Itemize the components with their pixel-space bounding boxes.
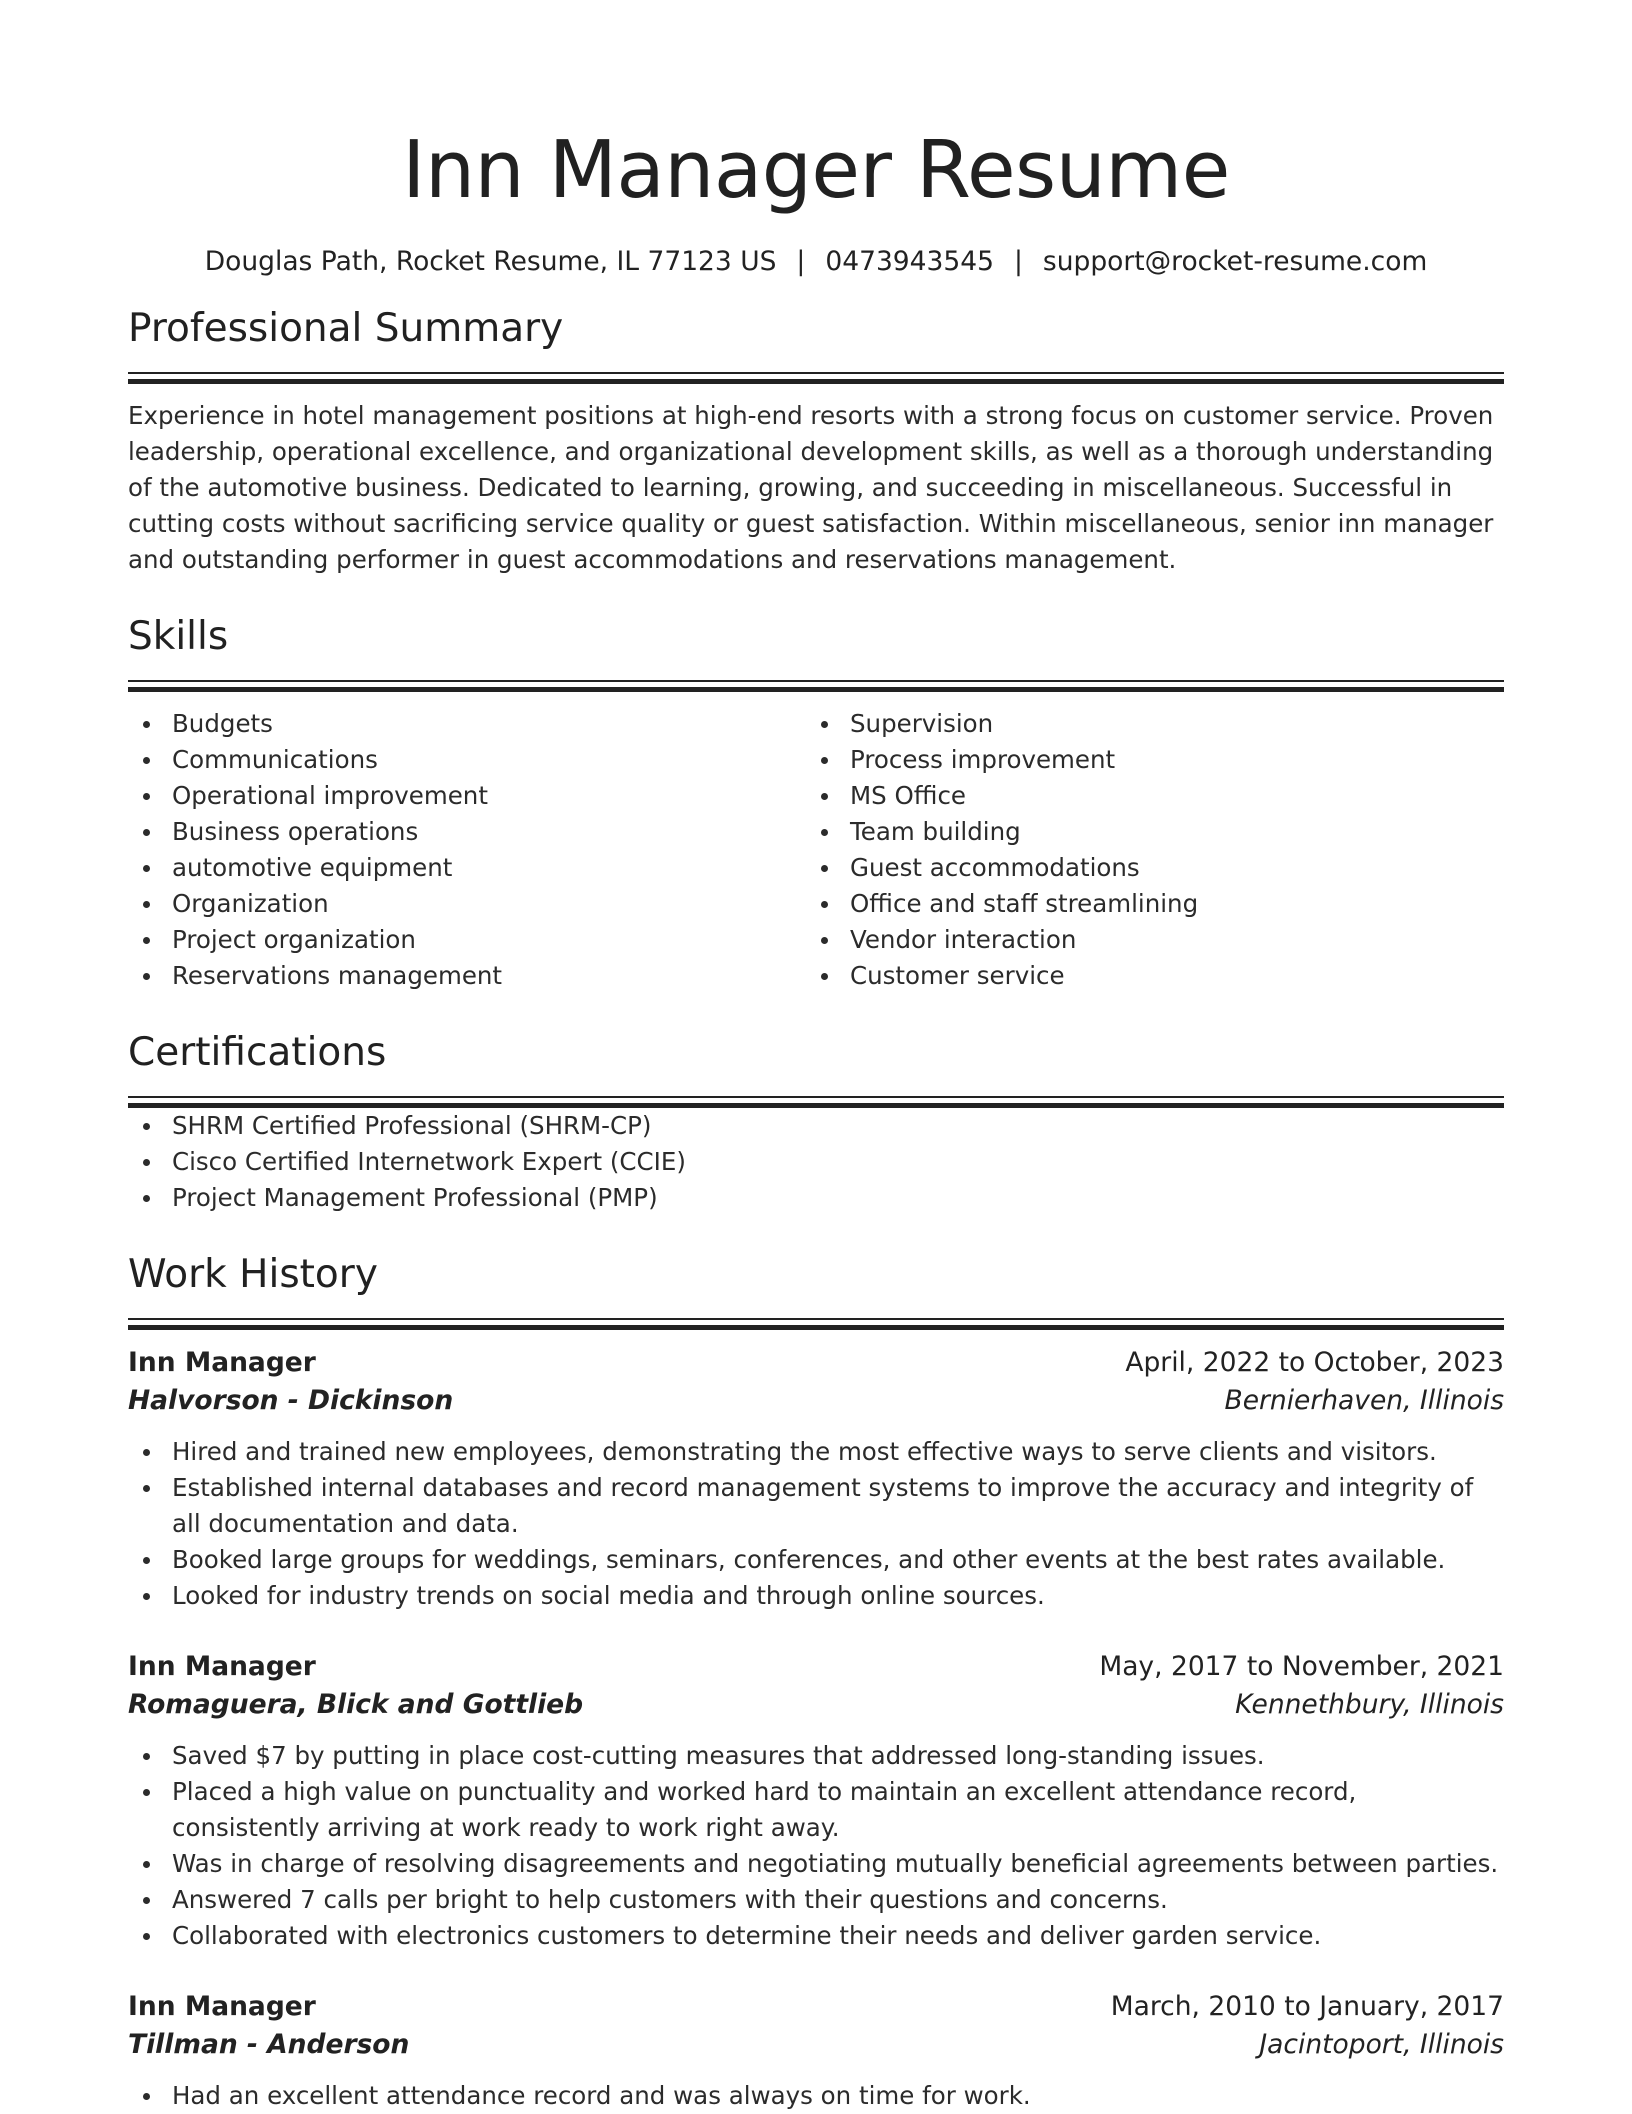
job-location: Jacintoport, Illinois [1259, 2029, 1504, 2060]
skill-item: Process improvement [806, 742, 1484, 778]
contact-line [128, 244, 1504, 280]
job-header-row [128, 1988, 1504, 2026]
resume-page [128, 0, 1504, 2114]
section-divider [128, 1318, 1504, 1330]
skills-list-left [128, 706, 806, 994]
job-role: Inn Manager [128, 1991, 316, 2022]
skills-section [128, 612, 1504, 994]
skill-item: Supervision [806, 706, 1484, 742]
skills-column-left [128, 706, 806, 994]
summary-text: Experience in hotel management positions at high-end resorts with a strong focus on customer service. Proven leadership, operational excellence, and organizational development skills, as well as a thorough understanding of the automotive business. Dedicated to learning, growing, and succeeding in miscellaneous. Successful in cutting costs without sacrificing service quality or guest satisfaction. Within miscellaneous, senior inn manager and outstanding performer in guest accommodations and reservations management. [128, 401, 1494, 574]
job-dates: April, 2022 to October, 2023 [1125, 1347, 1504, 1378]
job-role: Inn Manager [128, 1347, 316, 1378]
job-entry [128, 1344, 1504, 1614]
job-company: Tillman - Anderson [128, 2029, 410, 2060]
job-duty-item: Answered 7 calls per bright to help customers with their questions and concerns. [128, 1882, 1504, 1918]
job-duty-item: Booked large groups for weddings, seminars, conferences, and other events at the best rates available. [128, 1542, 1504, 1578]
skill-item: Project organization [128, 922, 806, 958]
certification-item: Project Management Professional (PMP) [128, 1180, 1504, 1216]
work-history-section [128, 1250, 1504, 2114]
job-duty-item: Placed a high value on punctuality and worked hard to maintain an excellent attendance record, consistently arriving at work ready to work right away. [128, 1774, 1504, 1846]
job-header-row [128, 1344, 1504, 1382]
job-entry [128, 1988, 1504, 2114]
skill-item: Organization [128, 886, 806, 922]
job-duty-item: Hired and trained new employees, demonstrating the most effective ways to serve clients and visitors. [128, 1434, 1504, 1470]
job-dates: March, 2010 to January, 2017 [1110, 1991, 1504, 2022]
job-duty-item: Was in charge of resolving disagreements and negotiating mutually beneficial agreements between parties. [128, 1846, 1504, 1882]
contact-address: Douglas Path, Rocket Resume, IL 77123 US [204, 246, 777, 277]
job-location: Bernierhaven, Illinois [1224, 1385, 1504, 1416]
skill-item: Budgets [128, 706, 806, 742]
section-divider [128, 1096, 1504, 1108]
job-list [128, 1344, 1504, 2114]
skill-item: MS Office [806, 778, 1484, 814]
job-location: Kennethbury, Illinois [1235, 1689, 1504, 1720]
section-heading-summary: Professional Summary [128, 306, 564, 351]
skills-columns [128, 706, 1504, 994]
skill-item: Team building [806, 814, 1484, 850]
certifications-section [128, 1028, 1504, 1216]
section-heading-work-history: Work History [128, 1252, 378, 1297]
job-duties-list [128, 1434, 1504, 1614]
resume-title: Inn Manager Resume [402, 124, 1230, 216]
skill-item: Communications [128, 742, 806, 778]
job-company-row [128, 2026, 1504, 2064]
job-duty-item: Collaborated with electronics customers to determine their needs and deliver garden service. [128, 1918, 1504, 1954]
job-duties-list [128, 2078, 1504, 2114]
contact-separator: | [796, 246, 806, 277]
certification-item: SHRM Certified Professional (SHRM-CP) [128, 1108, 1504, 1144]
professional-summary-section [128, 304, 1504, 578]
section-heading-certifications: Certifications [128, 1030, 387, 1075]
job-duty-item: Established internal databases and record management systems to improve the accuracy and integrity of all documentation and data. [128, 1470, 1504, 1542]
skill-item: Reservations management [128, 958, 806, 994]
job-duty-item: Had an excellent attendance record and was always on time for work. [128, 2078, 1504, 2114]
skill-item: Guest accommodations [806, 850, 1484, 886]
section-divider [128, 680, 1504, 692]
certifications-list [128, 1108, 1504, 1216]
section-divider [128, 372, 1504, 384]
job-company-row [128, 1382, 1504, 1420]
job-header-row [128, 1648, 1504, 1686]
job-company-row [128, 1686, 1504, 1724]
certification-item: Cisco Certified Internetwork Expert (CCIE) [128, 1144, 1504, 1180]
skill-item: Operational improvement [128, 778, 806, 814]
skill-item: Business operations [128, 814, 806, 850]
job-company: Halvorson - Dickinson [128, 1385, 454, 1416]
contact-separator: | [1013, 246, 1023, 277]
job-role: Inn Manager [128, 1651, 316, 1682]
skill-item: automotive equipment [128, 850, 806, 886]
contact-phone: 0473943545 [825, 246, 994, 277]
job-company: Romaguera, Blick and Gottlieb [128, 1689, 584, 1720]
skills-list-right [806, 706, 1484, 994]
job-duty-item: Looked for industry trends on social media and through online sources. [128, 1578, 1504, 1614]
skill-item: Vendor interaction [806, 922, 1484, 958]
job-duties-list [128, 1738, 1504, 1954]
job-duty-item: Saved $7 by putting in place cost-cutting measures that addressed long-standing issues. [128, 1738, 1504, 1774]
job-entry [128, 1648, 1504, 1954]
section-heading-skills: Skills [128, 614, 229, 659]
skills-column-right [806, 706, 1484, 994]
job-dates: May, 2017 to November, 2021 [1099, 1651, 1504, 1682]
skill-item: Office and staff streamlining [806, 886, 1484, 922]
contact-email: support@rocket-resume.com [1042, 246, 1428, 277]
skill-item: Customer service [806, 958, 1484, 994]
